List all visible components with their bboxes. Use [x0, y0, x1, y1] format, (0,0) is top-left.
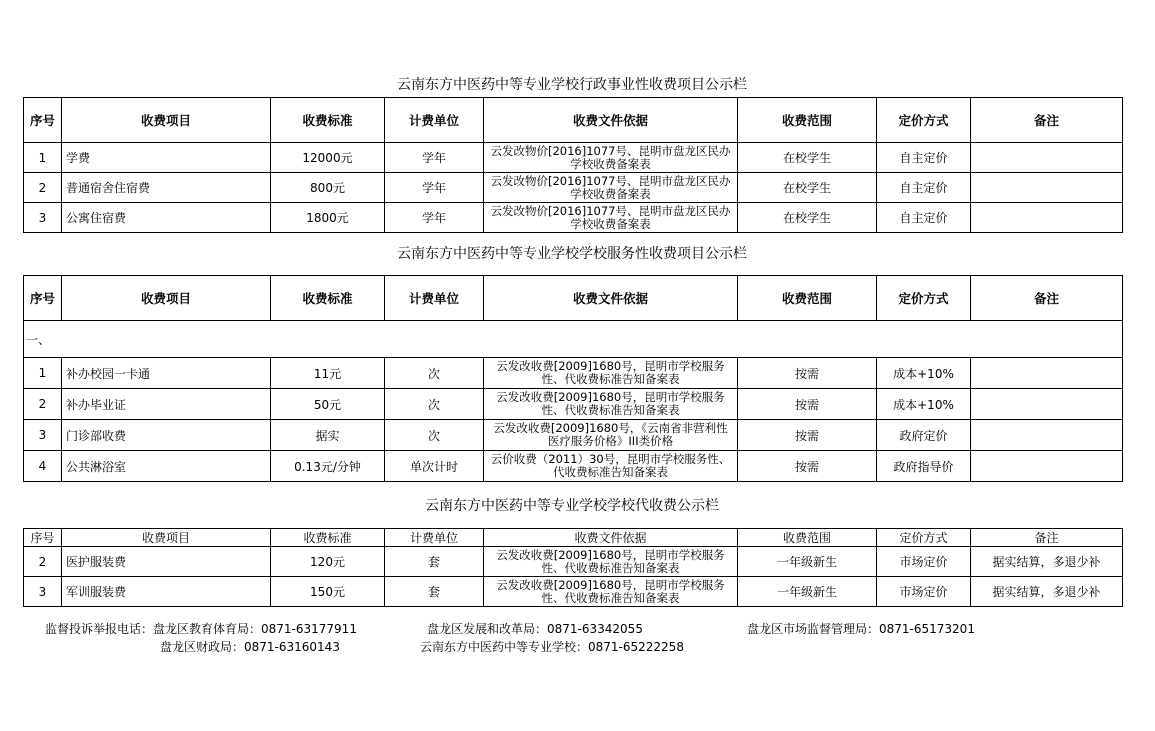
table-row	[24, 389, 1123, 420]
footer-contact-market: 盘龙区市场监督管理局：0871-65173201	[747, 622, 975, 636]
cell-scope: 按需	[738, 420, 877, 451]
cell-note	[971, 451, 1123, 482]
header-cell: 计费单位	[385, 529, 484, 547]
cell-pricing: 市场定价	[877, 577, 971, 607]
header-cell: 收费范围	[738, 529, 877, 547]
footer-contact-education: 监督投诉举报电话：盘龙区教育体育局：0871-63177911	[45, 622, 357, 636]
cell-no: 3	[24, 577, 62, 607]
table2	[23, 275, 1123, 482]
cell-standard: 据实	[271, 420, 385, 451]
header-cell: 收费标准	[271, 276, 385, 321]
cell-standard: 12000元	[271, 143, 385, 173]
header-cell: 收费范围	[738, 98, 877, 143]
cell-basis: 云发改收费[2009]1680号，昆明市学校服务性、代收费标准告知备案表	[484, 358, 738, 389]
table-row	[24, 547, 1123, 577]
header-cell: 计费单位	[385, 98, 484, 143]
cell-item: 医护服装费	[62, 547, 271, 577]
table3-header-row	[24, 529, 1123, 547]
header-cell: 收费标准	[271, 98, 385, 143]
cell-note	[971, 389, 1123, 420]
cell-note	[971, 143, 1123, 173]
table-row	[24, 203, 1123, 233]
cell-basis: 云发改收费[2009]1680号，昆明市学校服务性、代收费标准告知备案表	[484, 577, 738, 607]
header-cell: 收费文件依据	[484, 98, 738, 143]
cell-no: 1	[24, 358, 62, 389]
cell-basis: 云发改物价[2016]1077号、昆明市盘龙区民办学校收费备案表	[484, 203, 738, 233]
cell-note	[971, 358, 1123, 389]
table1	[23, 97, 1123, 233]
cell-note	[971, 203, 1123, 233]
cell-note: 据实结算，多退少补	[971, 577, 1123, 607]
cell-unit: 学年	[385, 143, 484, 173]
cell-basis: 云发改物价[2016]1077号、昆明市盘龙区民办学校收费备案表	[484, 173, 738, 203]
cell-pricing: 自主定价	[877, 173, 971, 203]
cell-note	[971, 420, 1123, 451]
cell-unit: 次	[385, 389, 484, 420]
cell-note	[971, 173, 1123, 203]
cell-pricing: 政府定价	[877, 420, 971, 451]
cell-standard: 0.13元/分钟	[271, 451, 385, 482]
cell-standard: 50元	[271, 389, 385, 420]
cell-no: 2	[24, 173, 62, 203]
cell-scope: 按需	[738, 389, 877, 420]
cell-item: 门诊部收费	[62, 420, 271, 451]
cell-pricing: 自主定价	[877, 143, 971, 173]
cell-unit: 套	[385, 547, 484, 577]
section-row	[24, 321, 1123, 358]
header-cell: 备注	[971, 276, 1123, 321]
cell-pricing: 政府指导价	[877, 451, 971, 482]
cell-basis: 云发改收费[2009]1680号，《云南省非营利性医疗服务价格》III类价格	[484, 420, 738, 451]
cell-scope: 按需	[738, 358, 877, 389]
table3	[23, 528, 1123, 607]
cell-basis: 云发改收费[2009]1680号，昆明市学校服务性、代收费标准告知备案表	[484, 547, 738, 577]
table1-title: 云南东方中医药中等专业学校行政事业性收费项目公示栏	[397, 77, 747, 93]
cell-pricing: 成本+10%	[877, 389, 971, 420]
cell-basis: 云发改物价[2016]1077号、昆明市盘龙区民办学校收费备案表	[484, 143, 738, 173]
header-cell: 收费范围	[738, 276, 877, 321]
header-cell: 收费项目	[62, 98, 271, 143]
header-cell: 序号	[24, 529, 62, 547]
table1-header-row	[24, 98, 1123, 143]
cell-unit: 学年	[385, 173, 484, 203]
cell-basis: 云价收费（2011）30号，昆明市学校服务性、代收费标准告知备案表	[484, 451, 738, 482]
footer-contact-finance: 盘龙区财政局：0871-63160143	[160, 640, 340, 654]
table-row	[24, 577, 1123, 607]
header-cell: 收费项目	[62, 529, 271, 547]
section-label: 一、	[24, 321, 1123, 358]
cell-standard: 150元	[271, 577, 385, 607]
table2-title: 云南东方中医药中等专业学校学校服务性收费项目公示栏	[397, 246, 747, 262]
header-cell: 序号	[24, 276, 62, 321]
header-cell: 备注	[971, 529, 1123, 547]
header-cell: 收费文件依据	[484, 529, 738, 547]
cell-unit: 套	[385, 577, 484, 607]
cell-pricing: 市场定价	[877, 547, 971, 577]
cell-no: 1	[24, 143, 62, 173]
cell-standard: 800元	[271, 173, 385, 203]
header-cell: 序号	[24, 98, 62, 143]
cell-item: 军训服装费	[62, 577, 271, 607]
table2-header-row	[24, 276, 1123, 321]
table-row	[24, 451, 1123, 482]
header-cell: 备注	[971, 98, 1123, 143]
header-cell: 收费标准	[271, 529, 385, 547]
cell-item: 补办校园一卡通	[62, 358, 271, 389]
cell-item: 公寓住宿费	[62, 203, 271, 233]
cell-no: 2	[24, 389, 62, 420]
cell-scope: 在校学生	[738, 143, 877, 173]
cell-item: 公共淋浴室	[62, 451, 271, 482]
table-row	[24, 420, 1123, 451]
cell-item: 学费	[62, 143, 271, 173]
cell-no: 3	[24, 420, 62, 451]
table3-title: 云南东方中医药中等专业学校学校代收费公示栏	[425, 498, 719, 514]
table-row	[24, 358, 1123, 389]
table-row	[24, 143, 1123, 173]
cell-basis: 云发改收费[2009]1680号，昆明市学校服务性、代收费标准告知备案表	[484, 389, 738, 420]
cell-unit: 次	[385, 358, 484, 389]
footer-contact-development: 盘龙区发展和改革局：0871-63342055	[427, 622, 643, 636]
header-cell: 定价方式	[877, 529, 971, 547]
header-cell: 定价方式	[877, 98, 971, 143]
footer-contact-school: 云南东方中医药中等专业学校：0871-65222258	[420, 640, 684, 654]
cell-item: 补办毕业证	[62, 389, 271, 420]
cell-scope: 一年级新生	[738, 547, 877, 577]
cell-standard: 1800元	[271, 203, 385, 233]
table-row	[24, 173, 1123, 203]
cell-scope: 在校学生	[738, 203, 877, 233]
cell-pricing: 成本+10%	[877, 358, 971, 389]
cell-standard: 11元	[271, 358, 385, 389]
cell-standard: 120元	[271, 547, 385, 577]
header-cell: 定价方式	[877, 276, 971, 321]
header-cell: 计费单位	[385, 276, 484, 321]
header-cell: 收费项目	[62, 276, 271, 321]
cell-unit: 单次计时	[385, 451, 484, 482]
cell-pricing: 自主定价	[877, 203, 971, 233]
cell-scope: 在校学生	[738, 173, 877, 203]
cell-item: 普通宿舍住宿费	[62, 173, 271, 203]
cell-unit: 次	[385, 420, 484, 451]
cell-no: 2	[24, 547, 62, 577]
cell-unit: 学年	[385, 203, 484, 233]
cell-no: 3	[24, 203, 62, 233]
cell-note: 据实结算，多退少补	[971, 547, 1123, 577]
cell-scope: 一年级新生	[738, 577, 877, 607]
cell-scope: 按需	[738, 451, 877, 482]
cell-no: 4	[24, 451, 62, 482]
header-cell: 收费文件依据	[484, 276, 738, 321]
